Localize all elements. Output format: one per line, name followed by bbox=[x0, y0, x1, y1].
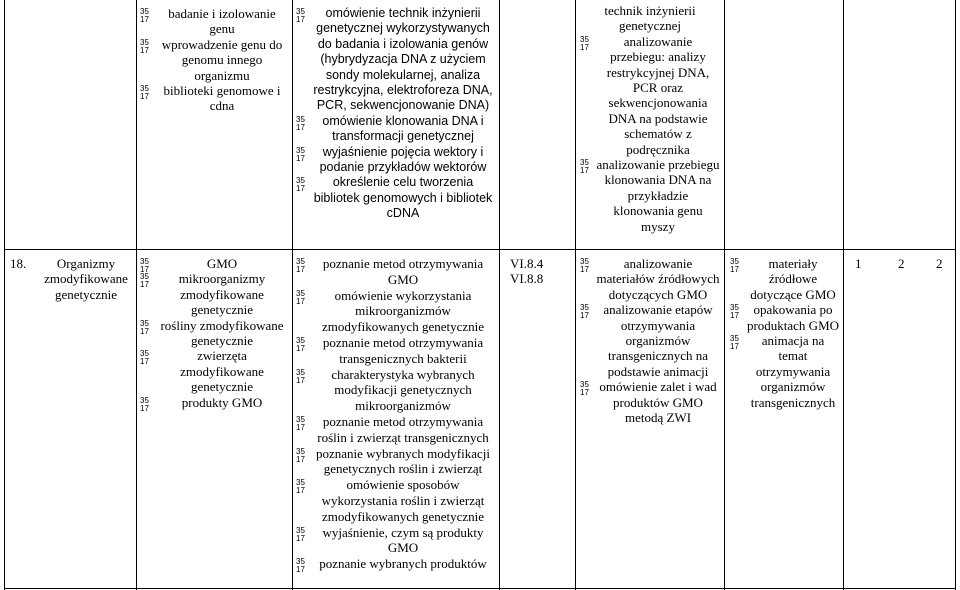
materials-cell bbox=[730, 256, 840, 410]
list-item: 35 17 omówienie wykorzystania mikroorganizmów zmodyfikowanych genetycznie bbox=[296, 287, 485, 335]
bullet-marker: 35 17 bbox=[296, 114, 305, 132]
bullet-marker: 35 17 bbox=[580, 303, 589, 321]
table-border bbox=[292, 0, 293, 590]
bullet-marker: 35 17 bbox=[730, 303, 739, 321]
table-bottom bbox=[4, 588, 956, 589]
bullet-marker: 35 17 bbox=[580, 380, 589, 398]
hours-value: 2 bbox=[898, 256, 905, 271]
bullet-marker: 35 17 bbox=[296, 257, 305, 274]
bullet-marker: 35 17 bbox=[140, 395, 149, 413]
list-item: 35 17 biblioteki genomowe i cdna bbox=[140, 83, 281, 114]
bullet-marker: 35 17 bbox=[296, 288, 305, 306]
table-border bbox=[955, 0, 956, 590]
list-item: 35 17 omówienie klonowania DNA i transformacji genetycznej bbox=[296, 113, 484, 144]
list-item: 35 17 produkty GMO bbox=[140, 394, 263, 413]
bullet-marker: 35 17 bbox=[140, 272, 149, 290]
upper-methods-cell bbox=[580, 3, 720, 234]
list-item: 35 17 poznanie metod otrzymywania roślin i zwierząt transgenicznych bbox=[296, 413, 489, 445]
bullet-marker: 35 17 bbox=[580, 257, 589, 274]
bullet-marker: 35 17 bbox=[296, 176, 305, 194]
table-border bbox=[499, 0, 500, 590]
upper-topics-cell bbox=[140, 6, 288, 114]
bullet-marker: 35 17 bbox=[296, 478, 305, 496]
bullet-marker: 35 17 bbox=[296, 7, 305, 24]
list-item: 35 17 wyjaśnienie, czym są produkty GMO bbox=[296, 524, 484, 556]
bullet-marker: 35 17 bbox=[296, 414, 305, 432]
table-border bbox=[4, 0, 5, 590]
table-border bbox=[724, 0, 725, 590]
bullet-marker: 35 17 bbox=[730, 257, 739, 274]
bullet-marker: 35 17 bbox=[580, 34, 589, 52]
list-item: 35 17 poznanie wybranych produktów bbox=[296, 556, 487, 575]
table-border bbox=[843, 0, 844, 590]
requirements-cell bbox=[510, 256, 570, 287]
list-item: 35 17 analizowanie materiałów źródłowych dotyczących GMO bbox=[580, 256, 720, 302]
list-item: 35 17 rośliny zmodyfikowane genetycznie bbox=[140, 317, 284, 349]
bullet-marker: 35 17 bbox=[296, 557, 305, 575]
list-item: 35 17 opakowania po produktach GMO bbox=[730, 302, 840, 333]
bullet-marker: 35 17 bbox=[296, 446, 305, 464]
bullet-marker: 35 17 bbox=[296, 335, 305, 353]
hours-value: 2 bbox=[936, 256, 943, 271]
list-item: 35 17 omówienie technik inżynierii genetycznej wykorzystywanych do badania i izolowania genów (hybrydyzacja DNA z użyciem sondy molekularnej, analiza restrykcyjna, elektroforeza DNA, PCR, sekwencjonowanie DNA) bbox=[296, 6, 493, 113]
list-item: 35 17 GMO bbox=[140, 256, 238, 274]
bullet-marker: 35 17 bbox=[140, 349, 149, 367]
list-item: 35 17 analizowanie przebiegu klonowania DNA na przykładzie klonowania genu myszy bbox=[580, 157, 720, 234]
upper-content-cell bbox=[296, 6, 494, 222]
list-item: 35 17 mikroorganizmy zmodyfikowane genetycznie bbox=[140, 271, 266, 318]
methods-cell bbox=[580, 256, 720, 425]
list-item: 35 17 badanie i izolowanie genu bbox=[140, 6, 276, 37]
list-item: 35 17 określenie celu tworzenia bibliotek genomowych i bibliotek cDNA bbox=[296, 175, 493, 221]
list-item: 35 17 poznanie wybranych modyfikacji genetycznych roślin i zwierząt bbox=[296, 445, 490, 477]
bullet-marker: 35 17 bbox=[140, 257, 149, 274]
requirement-code: VI.8.8 bbox=[510, 271, 544, 287]
row-title: Organizmy zmodyfikowane genetycznie bbox=[44, 256, 128, 302]
bullet-marker: 35 17 bbox=[296, 145, 305, 163]
table-border bbox=[136, 0, 137, 590]
bullet-marker: 35 17 bbox=[140, 84, 149, 102]
list-item: 35 17 wyjaśnienie pojęcia wektory i podanie przykładów wektorów bbox=[296, 144, 487, 175]
bullet-marker: 35 17 bbox=[730, 334, 739, 352]
list-item: 35 17 poznanie metod otrzymywania transgenicznych bakterii bbox=[296, 334, 484, 366]
list-item: 35 17 animacja na temat otrzymywania organizmów transgenicznych bbox=[730, 333, 836, 410]
list-item: 35 17 charakterystyka wybranych modyfikacji genetycznych mikroorganizmów bbox=[296, 366, 475, 414]
list-item: 35 17 poznanie metod otrzymywania GMO bbox=[296, 256, 484, 287]
row-divider bbox=[4, 249, 956, 250]
list-item: 35 17 analizowanie etapów otrzymywania organizmów transgenicznych na podstawie animacji bbox=[580, 302, 713, 379]
list-item: 35 17 omówienie sposobów wykorzystania roślin i zwierząt zmodyfikowanych genetycznie bbox=[296, 477, 485, 524]
hours-value: 1 bbox=[855, 256, 862, 271]
row-number: 18. bbox=[10, 256, 27, 271]
bullet-marker: 35 17 bbox=[140, 7, 149, 24]
bullet-marker: 35 17 bbox=[140, 37, 149, 55]
requirement-code: VI.8.4 bbox=[510, 256, 544, 271]
list-item: 35 17 zwierzęta zmodyfikowane genetycznie bbox=[140, 348, 264, 395]
list-item: 35 17 analizowanie przebiegu: analizy restrykcyjnej DNA, PCR oraz sekwencjonowania DNA na podstawie schematów z podręcznika bbox=[580, 33, 710, 157]
bullet-marker: 35 17 bbox=[140, 318, 149, 336]
table-border bbox=[575, 0, 576, 590]
bullet-marker: 35 17 bbox=[296, 367, 305, 385]
list-item: 35 17 omówienie zalet i wad produktów GMO metodą ZWI bbox=[580, 379, 717, 426]
bullet-marker: 35 17 bbox=[580, 158, 589, 176]
topics-cell bbox=[140, 256, 288, 413]
list-item: 35 17 materiały źródłowe dotyczące GMO bbox=[730, 256, 836, 302]
list-item: 35 17 wprowadzenie genu do genomu innego organizmu bbox=[140, 36, 283, 83]
methods-intro: technik inżynierii genetycznej bbox=[604, 3, 696, 34]
content-cell bbox=[296, 256, 494, 575]
bullet-marker: 35 17 bbox=[296, 525, 305, 543]
